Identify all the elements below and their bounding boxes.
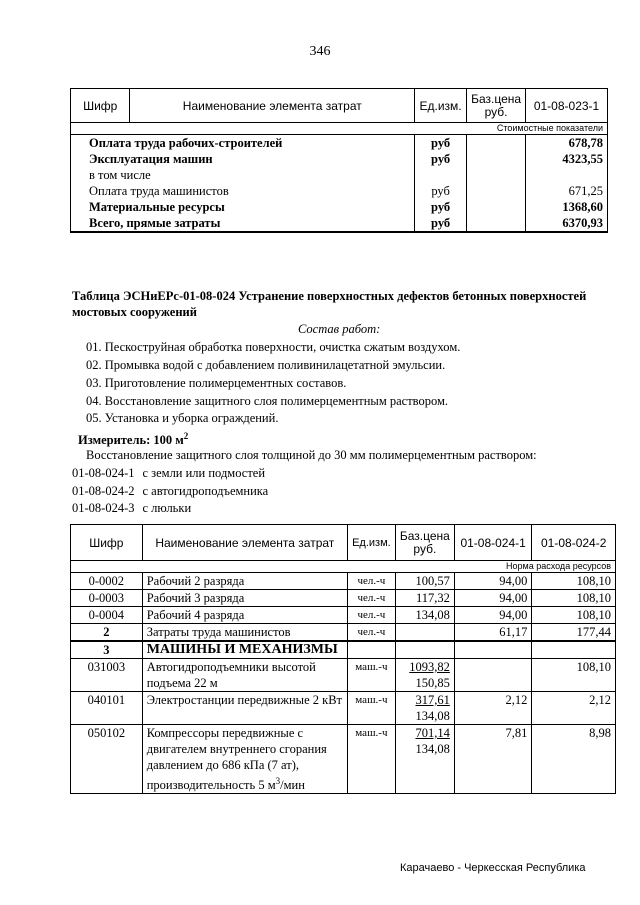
header-name: Наименование элемента затрат [142, 525, 347, 561]
meter: Измеритель: 100 $м^2$ [78, 431, 189, 448]
table-row: 040101 Электростанции передвижные 2 кВт маш.-ч 317,61 134,08 2,12 2,12 [71, 692, 616, 725]
header-base-price: Баз.цена руб. [467, 89, 526, 123]
header-name: Наименование элемента затрат [130, 89, 415, 123]
header-norm-code-1: 01-08-024-1 [454, 525, 532, 561]
variant-item: 01-08-024-1 с земли или подмостей [72, 466, 266, 480]
subheader: Норма расхода ресурсов [71, 561, 616, 573]
work-item: 02. Промывка водой с добавлением поливинилацетатной эмульсии. [86, 358, 446, 372]
header-unit: Ед.изм. [415, 89, 467, 123]
header-code: Шифр [71, 89, 130, 123]
table-row: 031003 Автогидроподъемники высотой подъема 22 м маш.-ч 1093,82 150,85 108,10 [71, 659, 616, 692]
table-row: Материальные ресурсы руб 1368,60 [71, 199, 608, 215]
work-item: 05. Установка и уборка ограждений. [86, 411, 279, 425]
page-number: 346 [309, 44, 331, 59]
cost-table [70, 88, 608, 233]
table-row: 0-0002 Рабочий 2 разряда чел.-ч 100,57 94,00 108,10 [71, 573, 616, 590]
table-row: 0-0003 Рабочий 3 разряда чел.-ч 117,32 94,00 108,10 [71, 590, 616, 607]
description: Восстановление защитного слоя толщиной до 30 мм полимерцементным раствором: [86, 448, 537, 462]
section-title-line2: мостовых сооружений [72, 305, 197, 319]
table-row: 3 МАШИНЫ И МЕХАНИЗМЫ [71, 641, 616, 659]
table-row: в том числе [71, 167, 608, 183]
table-row: 2 Затраты труда машинистов чел.-ч 61,17 177,44 [71, 624, 616, 642]
section-title-line1: Таблица ЭСНиЕРс-01-08-024 Устранение поверхностных дефектов бетонных поверхностей [72, 289, 587, 303]
variant-item: 01-08-024-3 с люльки [72, 501, 192, 515]
works-title: Состав работ: [298, 322, 381, 336]
header-code: Шифр [71, 525, 143, 561]
table-row: Всего, прямые затраты руб 6370,93 [71, 215, 608, 232]
table-row: 0-0004 Рабочий 4 разряда чел.-ч 134,08 94,00 108,10 [71, 607, 616, 624]
variant-item: 01-08-024-2 с автогидроподъемника [72, 484, 269, 498]
header-norm-code: 01-08-023-1 [526, 89, 608, 123]
table-row: Оплата труда машинистов руб 671,25 [71, 183, 608, 199]
work-item: 03. Приготовление полимерцементных составов. [86, 376, 347, 390]
subheader: Стоимостные показатели [71, 123, 608, 135]
work-item: 04. Восстановление защитного слоя полимерцементным раствором. [86, 394, 449, 408]
work-item: 01. Пескоструйная обработка поверхности, очистка сжатым воздухом. [86, 340, 461, 354]
table-row: Оплата труда рабочих-строителей руб 678,78 [71, 135, 608, 152]
header-unit: Ед.изм. [347, 525, 395, 561]
header-base-price: Баз.цена руб. [395, 525, 454, 561]
header-norm-code-2: 01-08-024-2 [532, 525, 616, 561]
table-row: 050102 Компрессоры передвижные с двигателем внутреннего сгорания давлением до 686 кПа (7 ат), производительность 5 $м^3$/мин маш.-ч 701,14 134,08 7,81 8,98 [71, 725, 616, 794]
resource-table [70, 524, 616, 794]
table-row: Эксплуатация машин руб 4323,55 [71, 151, 608, 167]
footer: Карачаево - Черкесская Республика [400, 862, 586, 874]
